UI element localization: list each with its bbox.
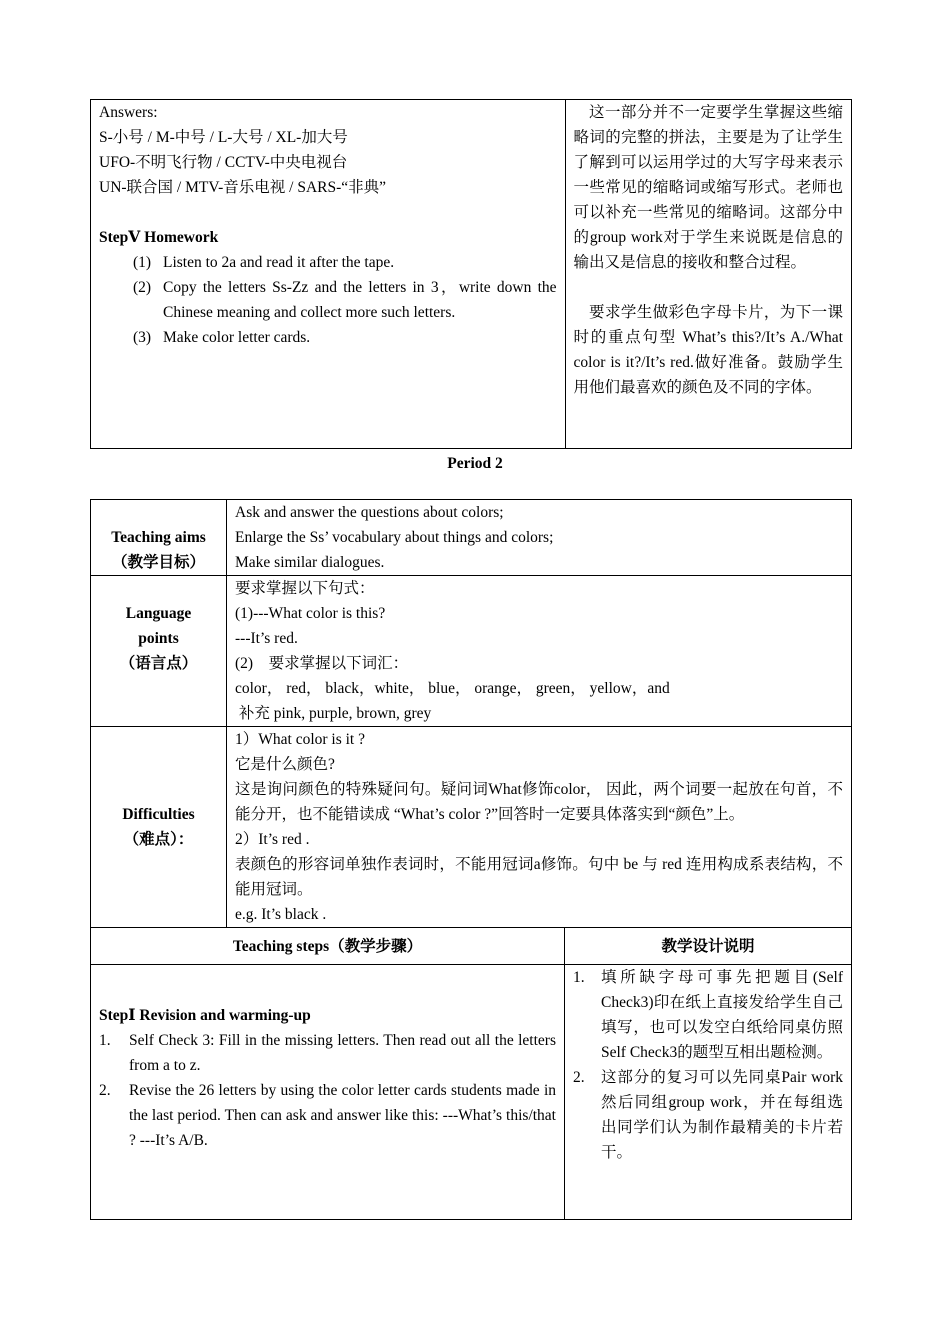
design-notes-cell <box>565 100 851 449</box>
teaching-steps-header: Teaching steps（教学步骤） <box>91 928 565 965</box>
design-item: 2. 这部分的复习可以先同桌Pair work然后同组group work，并在每组选出同学们认为制作最精美的卡片若干。 <box>573 1069 843 1161</box>
answers-line: UN-联合国 / MTV-音乐电视 / SARS-“非典” <box>99 179 387 196</box>
language-points-content: 要求掌握以下句式： (1)---What color is this? ---It’s red. (2) 要求掌握以下词汇： color， red， black，white， blue， orange， green， yellow，and 补充 pink, purple, brown, grey <box>227 576 852 727</box>
step1-title: StepⅠ Revision and warming-up <box>99 1007 311 1024</box>
lesson-plan-table <box>90 499 852 1220</box>
step1-cell <box>91 965 565 1220</box>
homework-title: StepⅤ Homework <box>99 229 219 246</box>
step1-item: 2. Revise the 26 letters by using the color letter cards students made in the last period. Then can ask and answer like this: ---What’s this/that ? ---It’s A/B. <box>99 1082 556 1149</box>
difficulties-label: Difficulties （难点）： <box>91 727 227 928</box>
answers-line: S-小号 / M-中号 / L-大号 / XL-加大号 <box>99 129 348 146</box>
difficulties-content: 1）What color is it ? 它是什么颜色? 这是询问颜色的特殊疑问句。疑问词What修饰color， 因此，两个词要一起放在句首，不能分开，也不能错读成 “What’s color ?”回答时一定要具体落实到“颜色”上。 2）It’s red . 表颜色的形容词单独作表词时，不能用冠词a修饰。句中 be 与 red 连用构成系表结构，不能用冠词。 e.g. It’s black . <box>227 727 852 928</box>
step1-design-cell <box>565 965 852 1220</box>
teaching-aims-content: Ask and answer the questions about colors; Enlarge the Ss’ vocabulary about things and colors; Make similar dialogues. <box>227 500 852 576</box>
answers-line: UFO-不明飞行物 / CCTV-中央电视台 <box>99 154 348 171</box>
design-notes-header: 教学设计说明 <box>565 928 852 965</box>
teaching-aims-label: Teaching aims （教学目标） <box>91 500 227 576</box>
period-title: Period 2 <box>447 455 503 472</box>
top-table <box>90 99 852 449</box>
language-points-label: Language points （语言点） <box>91 576 227 727</box>
homework-item: (3) Make color letter cards. <box>133 329 311 346</box>
design-note-paragraph: 要求学生做彩色字母卡片，为下一课时的重点句型 What’s this?/It’s A./What color is it?/It’s red.做好准备。鼓励学生用他们最喜欢的颜色及不同的字体。 <box>573 304 843 396</box>
answers-line: Answers: <box>99 104 158 121</box>
step1-item: 1. Self Check 3: Fill in the missing letters. Then read out all the letters from a to z. <box>99 1032 556 1074</box>
homework-item: (2) Copy the letters Ss-Zz and the letters in 3，write down the Chinese meaning and collect more such letters. <box>133 279 557 321</box>
answers-homework-cell <box>91 100 566 449</box>
design-item: 1. 填所缺字母可事先把题目(Self Check3)印在纸上直接发给学生自己填写，也可以发空白纸给同桌仿照Self Check3的题型互相出题检测。 <box>573 969 843 1061</box>
design-note-paragraph: 这一部分并不一定要学生掌握这些缩略词的完整的拼法，主要是为了让学生了解到可以运用学过的大写字母来表示一些常见的缩略词或缩写形式。老师也可以补充一些常见的缩略词。这部分中的group work对于学生来说既是信息的输出又是信息的接收和整合过程。 <box>573 104 843 271</box>
homework-item: (1) Listen to 2a and read it after the tape. <box>133 254 395 271</box>
